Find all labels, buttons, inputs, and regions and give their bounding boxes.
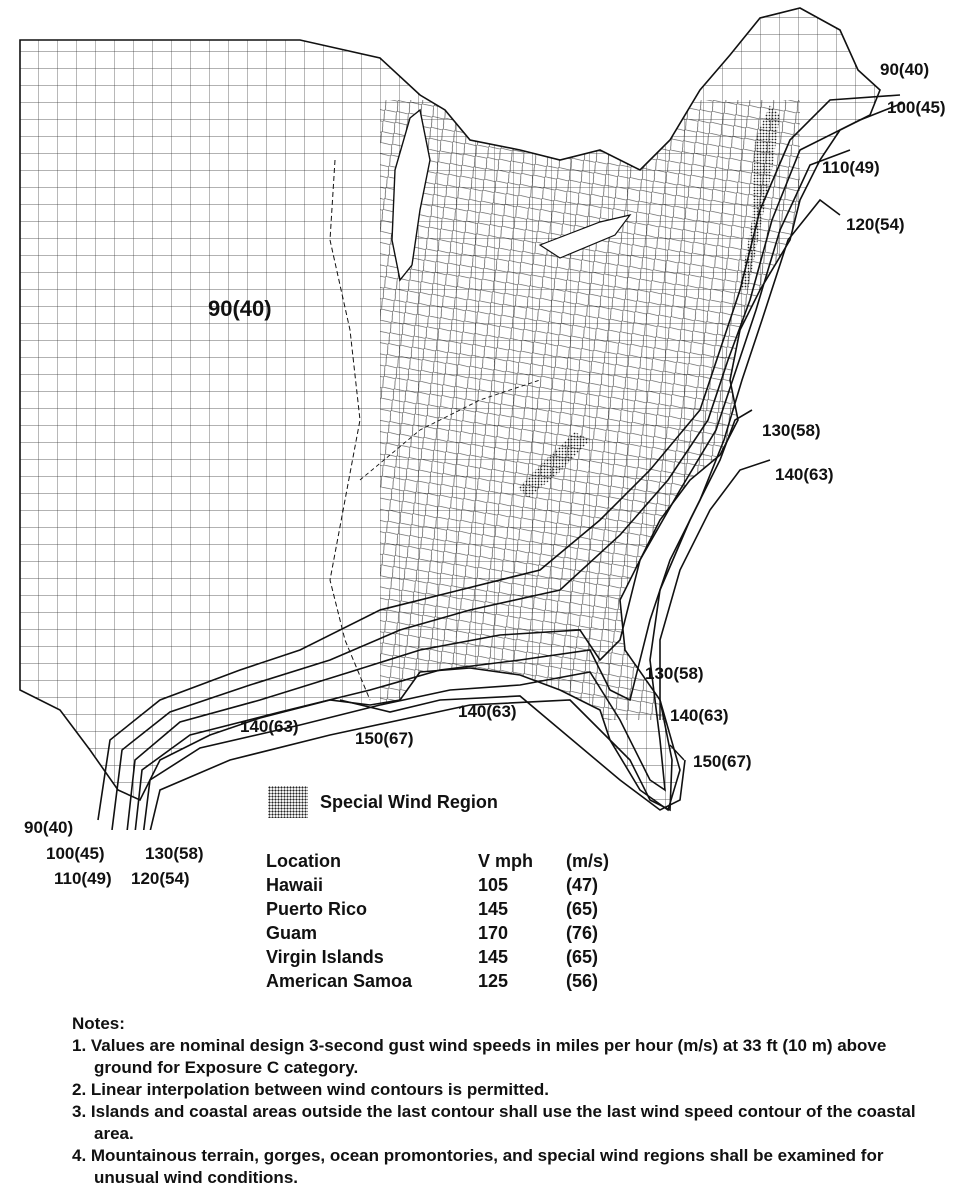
speed-mph: 145 (478, 947, 509, 967)
contour-label: 100(45) (46, 844, 105, 863)
column-header: Location (266, 851, 341, 871)
interior-90-label: 90(40) (208, 296, 272, 321)
note-item: 4. Mountainous terrain, gorges, ocean promontories, and special wind regions shall be examined for unusual wind conditions. (72, 1146, 884, 1187)
speed-mph: 105 (478, 875, 509, 895)
legend-label: Special Wind Region (320, 791, 498, 812)
speed-mph: 145 (478, 899, 509, 919)
table-header-row (266, 850, 609, 874)
speed-ms: (65) (566, 899, 599, 919)
column-header: V mph (478, 851, 534, 871)
contour-label: 110(49) (822, 158, 880, 177)
table-row (266, 874, 609, 898)
contour-label: 90(40) (880, 60, 930, 79)
contour-label: 150(67) (693, 752, 752, 771)
notes-title: Notes: (72, 1014, 125, 1033)
note-item: 3. Islands and coastal areas outside the last contour shall use the last wind speed contour of the coastal area. (72, 1102, 916, 1143)
contour-label: 140(63) (458, 702, 517, 721)
table-row (266, 946, 609, 970)
location-table (266, 850, 609, 994)
speed-ms: (47) (566, 875, 599, 895)
contour-label: 140(63) (670, 706, 729, 725)
note-item: 1. Values are nominal design 3-second gust wind speeds in miles per hour (m/s) at 33 ft (10 m) above ground for Exposure C category. (72, 1036, 887, 1077)
location-name: Guam (266, 923, 318, 943)
legend (268, 786, 498, 818)
location-name: American Samoa (266, 971, 413, 991)
location-name: Hawaii (266, 875, 324, 895)
table-row (266, 970, 609, 994)
contour-label: 140(63) (240, 717, 299, 736)
column-header: (m/s) (566, 851, 610, 871)
contour-label: 150(67) (355, 729, 414, 748)
speed-mph: 125 (478, 971, 509, 991)
contour-label: 130(58) (762, 421, 821, 440)
contour-label: 100(45) (887, 98, 946, 117)
speed-ms: (56) (566, 971, 599, 991)
contour-label: 140(63) (775, 465, 834, 484)
special-wind-region-swatch (268, 786, 308, 818)
location-name: Puerto Rico (266, 899, 368, 919)
contour-label: 130(58) (645, 664, 704, 683)
table-row (266, 922, 609, 946)
table-row (266, 898, 609, 922)
contour-label: 90(40) (24, 818, 74, 837)
location-name: Virgin Islands (266, 947, 384, 967)
notes-section (72, 1013, 932, 1189)
contour-label: 130(58) (145, 844, 204, 863)
contour-label: 120(54) (846, 215, 905, 234)
speed-mph: 170 (478, 923, 509, 943)
contour-label: 120(54) (131, 869, 190, 888)
contour-label: 110(49) (54, 869, 112, 888)
speed-ms: (76) (566, 923, 599, 943)
note-item: 2. Linear interpolation between wind contours is permitted. (72, 1080, 550, 1099)
speed-ms: (65) (566, 947, 599, 967)
